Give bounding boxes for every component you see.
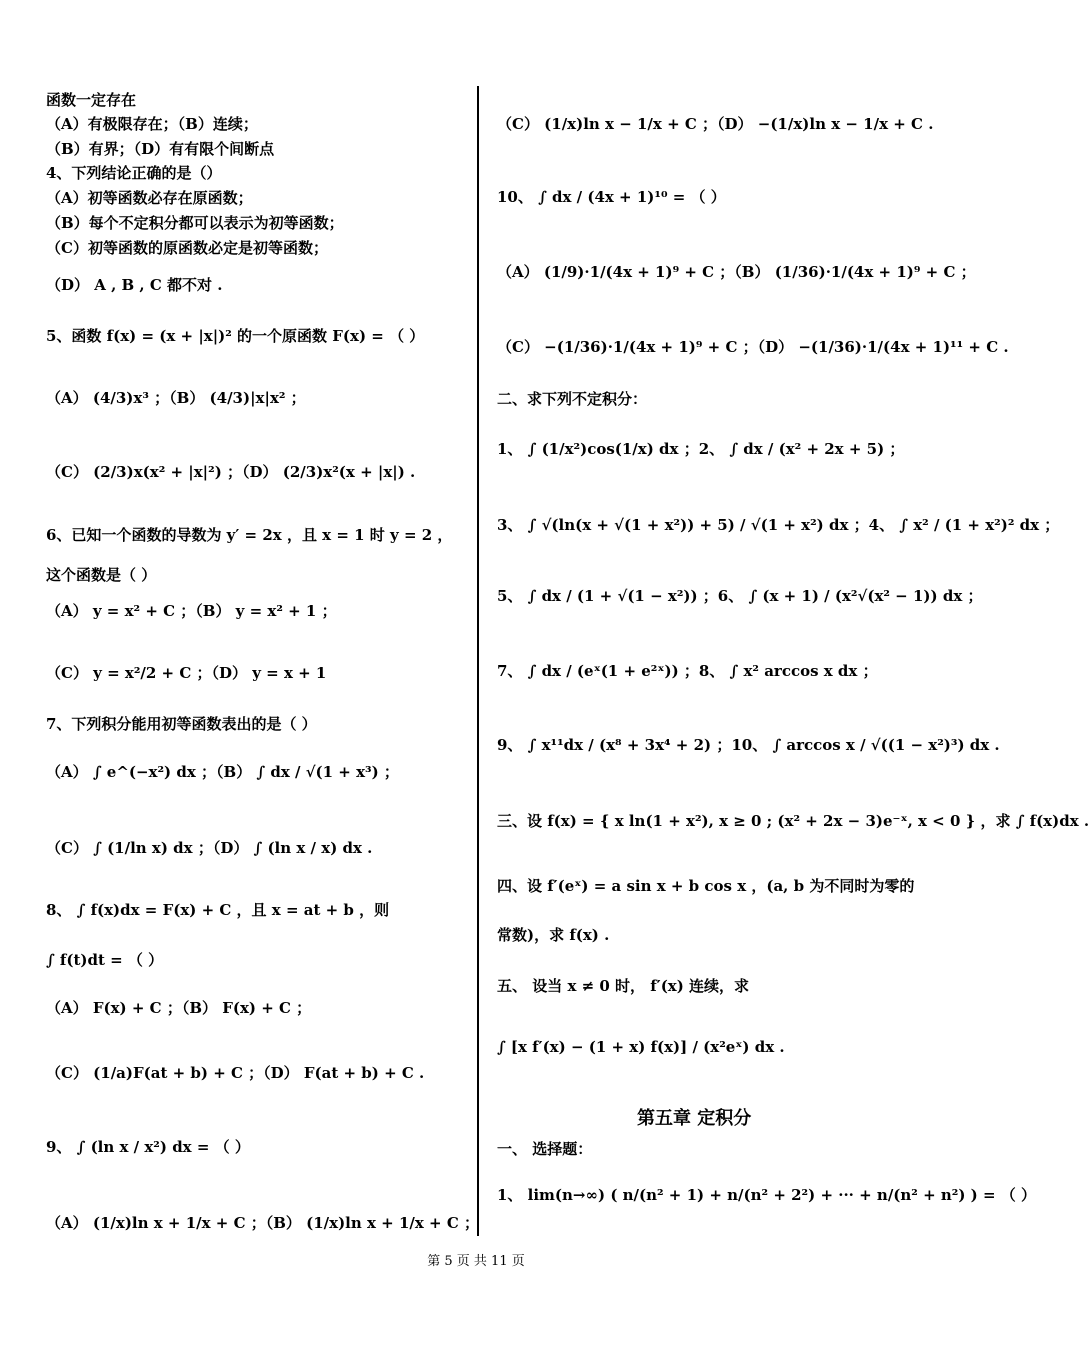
options-cd: （C） −(1/36)·1/(4x + 1)⁹ + C ；（D） −(1/36)·1/(4x + 1)¹¹ + C . [497,338,1009,356]
text-line: （A）有极限存在；（B）连续； [46,115,258,133]
options-cd: （C） ∫ (1/ln x) dx ；（D） ∫ (ln x / x) dx . [46,839,373,857]
option-a: （A）初等函数必存在原函数； [46,189,253,207]
chapter-title: 第五章 定积分 [637,1108,752,1129]
text-line: （B）有界；（D）有有限个间断点 [46,140,275,158]
question-5: 5、函数 f(x) = (x + |x|)² 的一个原函数 F(x) = （ ） [46,327,425,345]
option-b: （B）每个不定积分都可以表示为初等函数； [46,214,344,232]
column-divider [477,86,479,1236]
section-1-heading: 一、 选择题： [497,1140,593,1158]
options-cd: （C） (1/x)ln x − 1/x + C ；（D） −(1/x)ln x − 1/x + C . [497,115,934,133]
section-4-cont: 常数)，求 f(x) . [497,926,610,944]
section-5: 五、 设当 x ≠ 0 时， f′(x) 连续，求 [497,977,750,995]
options-cd: （C） (2/3)x(x² + |x|²) ；（D） (2/3)x²(x + |x|) . [46,463,416,481]
section-3: 三、设 f(x) = { x ln(1 + x²), x ≥ 0 ; (x² + 2x − 3)e⁻ˣ, x < 0 } ，求 ∫ f(x)dx . [497,812,1089,830]
question-6: 6、已知一个函数的导数为 y′ = 2x ，且 x = 1 时 y = 2 ， [46,526,453,544]
page-footer: 第 5 页 共 11 页 [427,1254,525,1269]
section-2-heading: 二、求下列不定积分： [497,390,648,408]
question-9: 9、 ∫ (ln x / x²) dx = （ ） [46,1138,250,1156]
question-4: 4、下列结论正确的是（） [46,164,222,182]
question-10: 10、 ∫ dx / (4x + 1)¹⁰ = （ ） [497,188,726,206]
question-8: 8、 ∫ f(x)dx = F(x) + C ，且 x = at + b ，则 [46,901,390,919]
options-ab: （A） (1/x)ln x + 1/x + C ；（B） (1/x)ln x + 1/x + C ； [46,1214,479,1232]
question-6-cont: 这个函数是（ ） [46,566,157,584]
options-ab: （A） (4/3)x³ ；（B） (4/3)|x|x² ； [46,389,306,407]
integral-1-2: 1、 ∫ (1/x²)cos(1/x) dx ；2、 ∫ dx / (x² + 2x + 5) ； [497,440,905,458]
integral-5-6: 5、 ∫ dx / (1 + √(1 − x²)) ；6、 ∫ (x + 1) / (x²√(x² − 1)) dx ； [497,587,983,605]
options-cd: （C） (1/a)F(at + b) + C ；（D） F(at + b) + C . [46,1064,425,1082]
options-ab: （A） y = x² + C ；（B） y = x² + 1 ； [46,602,337,620]
options-ab: （A） (1/9)·1/(4x + 1)⁹ + C ；（B） (1/36)·1/(4x + 1)⁹ + C ； [497,263,976,281]
section-5-integral: ∫ [x f′(x) − (1 + x) f(x)] / (x²eˣ) dx . [497,1038,785,1056]
text-line: 函数一定存在 [46,91,137,109]
section-4: 四、设 f′(eˣ) = a sin x + b cos x ，(a, b 为不同时为零的 [497,877,915,895]
option-c: （C）初等函数的原函数必定是初等函数； [46,239,328,257]
limit-question-1: 1、 lim(n→∞) ( n/(n² + 1) + n/(n² + 2²) + ··· + n/(n² + n²) ) = （ ） [497,1186,1037,1204]
question-7: 7、下列积分能用初等函数表出的是（ ） [46,715,317,733]
integral-3-4: 3、 ∫ √(ln(x + √(1 + x²)) + 5) / √(1 + x²) dx ；4、 ∫ x² / (1 + x²)² dx ； [497,516,1060,534]
options-cd: （C） y = x²/2 + C ；（D） y = x + 1 [46,664,327,682]
integral-9-10: 9、 ∫ x¹¹dx / (x⁸ + 3x⁴ + 2) ；10、 ∫ arccos x / √((1 − x²)³) dx . [497,736,1000,754]
options-ab: （A） F(x) + C ；（B） F(x) + C ； [46,999,312,1017]
integral-7-8: 7、 ∫ dx / (eˣ(1 + e²ˣ)) ；8、 ∫ x² arccos x dx ； [497,662,878,680]
question-8-cont: ∫ f(t)dt = （ ） [46,951,164,969]
options-ab: （A） ∫ e^(−x²) dx ；（B） ∫ dx / √(1 + x³) ； [46,763,399,781]
option-d: （D） A , B , C 都不对 . [46,276,223,294]
